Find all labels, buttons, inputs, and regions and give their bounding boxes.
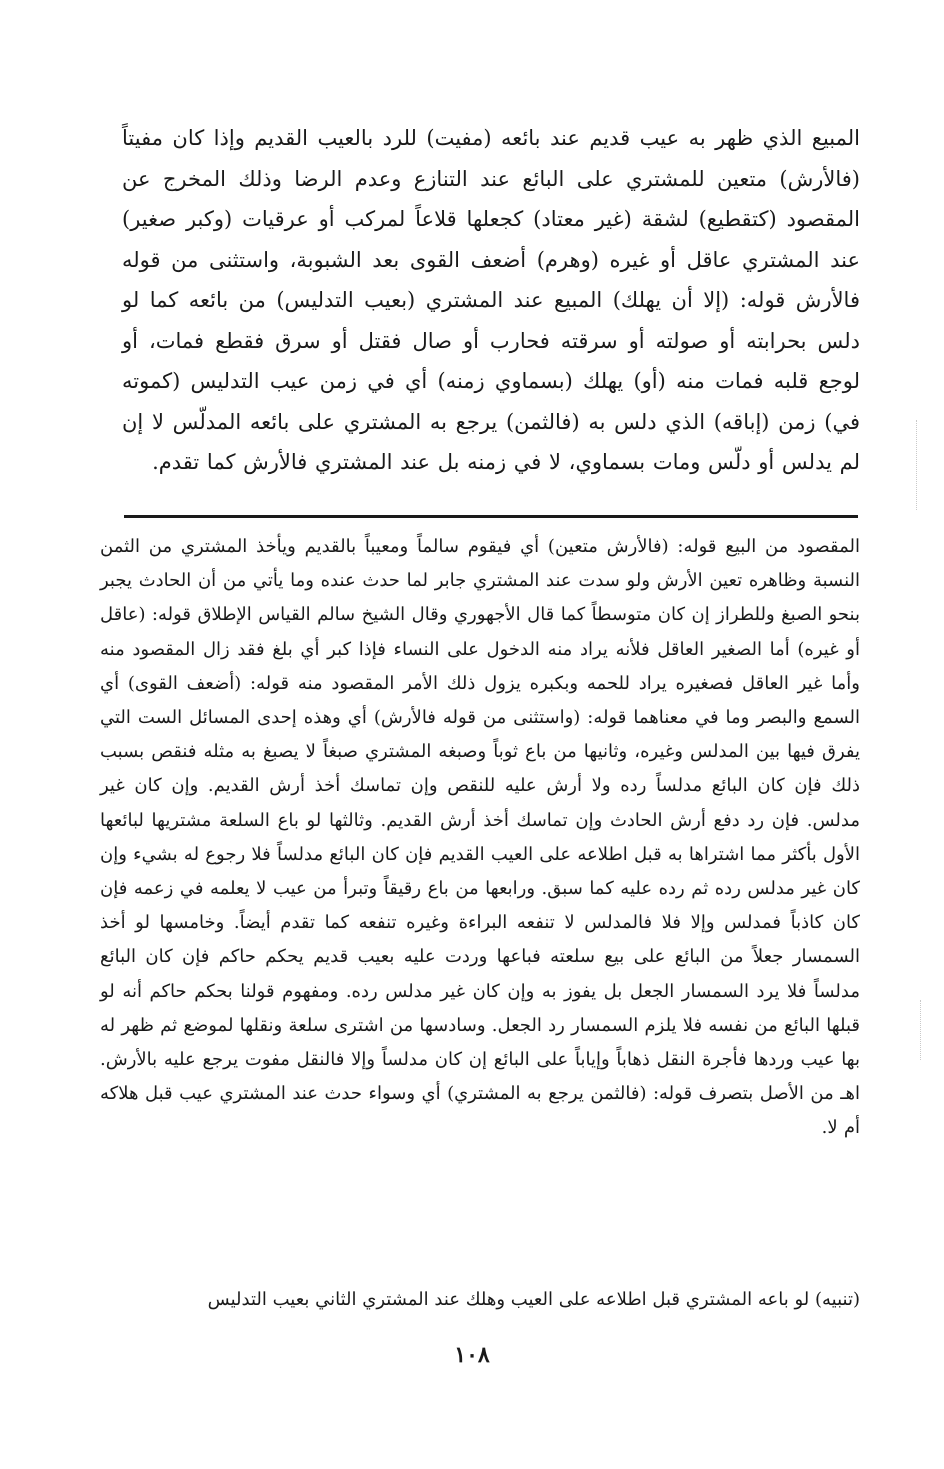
main-text-block xyxy=(122,118,860,483)
page-number: ١٠٨ xyxy=(454,1342,490,1368)
scan-edge-mark xyxy=(916,420,917,510)
tanbih-line: (تنبيه) لو باعه المشتري قبل اطلاعه على العيب وهلك عند المشتري الثاني بعيب التدليس xyxy=(207,1289,860,1310)
scan-edge-mark xyxy=(920,1000,921,1060)
footnote-separator xyxy=(124,515,858,518)
commentary-paragraph: المقصود من البيع قوله: (فالأرش متعين) أي فيقوم سالماً ومعيباً بالقديم ويأخذ المشتري من الثمن النسبة وظاهره تعين الأرش ولو سدت عند المشتري جابر لما حدث عنده وما يأتي من أن الحادث يجبر بنحو الصبغ وللطراز إن كان متوسطاً كما قال الأجهوري وقال الشيخ سالم القياس الإطلاق قوله: (عاقل أو غيره) أما الصغير العاقل فلأنه يراد منه الدخول على النساء فإذا كبر أي بلغ فقد زال المقصود منه وأما غير العاقل فصغيره يراد للحمه وبكبره يزول ذلك الأمر المقصود منه قوله: (أضعف القوى) أي السمع والبصر وما في معناهما قوله: (واستثنى من قوله فالأرش) أي وهذه إحدى المسائل الست التي يفرق فيها بين المدلس وغيره، وثانيها من باع ثوباً وصبغه المشتري صبغاً لا يصبغ به مثله فنقص بسبب ذلك فإن كان البائع مدلساً رده ولا أرش عليه للنقص وإن تماسك أخذ أرش القديم. وإن كان غير مدلس. فإن رد دفع أرش الحادث وإن تماسك أخذ أرش القديم. وثالثها لو باع السلعة مشتريها لبائعها الأول بأكثر مما اشتراها به قبل اطلاعه على العيب القديم فإن كان البائع مدلساً فلا رجوع له بشيء وإن كان غير مدلس رده ثم رده عليه كما سبق. ورابعها من باع رقيقاً وتبرأ من عيب لا يعلمه في زعمه فإن كان كاذباً فمدلس وإلا فلا فالمدلس لا تنفعه البراءة وغيره تنفعه كما تقدم أيضاً. وخامسها لو أخذ السمسار جعلاً من البائع على بيع سلعته فباعها وردت عليه بعيب قديم يحكم حاكم فإن كان البائع مدلساً فلا يرد السمسار الجعل بل يفوز به وإن كان غير مدلس رده. ومفهوم قولنا بحكم حاكم أنه لو قبلها البائع من نفسه فلا يلزم السمسار رد الجعل. وسادسها من اشترى سلعة ونقلها لموضع ثم ظهر له بها عيب وردها فأجرة النقل ذهاباً وإياباً على البائع إن كان مدلساً وإلا فالنقل مفوت يرجع عليه بالأرش. اهـ من الأصل بتصرف قوله: (فالثمن يرجع به المشتري) أي وسواء حدث عند المشتري عيب قبل هلاكه أم لا. xyxy=(100,536,860,1139)
commentary-block xyxy=(100,530,860,1146)
main-paragraph: المبيع الذي ظهر به عيب قديم عند بائعه (مفيت) للرد بالعيب القديم وإذا كان مفيتاً (فالأرش) متعين للمشتري على البائع عند التنازع وعدم الرضا وذلك المخرج عن المقصود (كتقطيع) لشقة (غير معتاد) كجعلها قلاعاً لمركب أو عرقيات (وكبر صغير) عند المشتري عاقل أو غيره (وهرم) أضعف القوى بعد الشبوبة، واستثنى من قوله فالأرش قوله: (إلا أن يهلك) المبيع عند المشتري (بعيب التدليس) من بائعه كما لو دلس بحرابته أو صولته أو سرقته فحارب أو صال فقتل أو سرق فقطع فمات، أو لوجع قلبه فمات منه (أو) يهلك (بسماوي زمنه) أي في زمن عيب التدليس (كموته في) زمن (إباقه) الذي دلس به (فالثمن) يرجع به المشتري على بائعه المدلّس لا إن لم يدلس أو دلّس ومات بسماوي، لا في زمنه بل عند المشتري فالأرش كما تقدم. xyxy=(122,126,860,474)
